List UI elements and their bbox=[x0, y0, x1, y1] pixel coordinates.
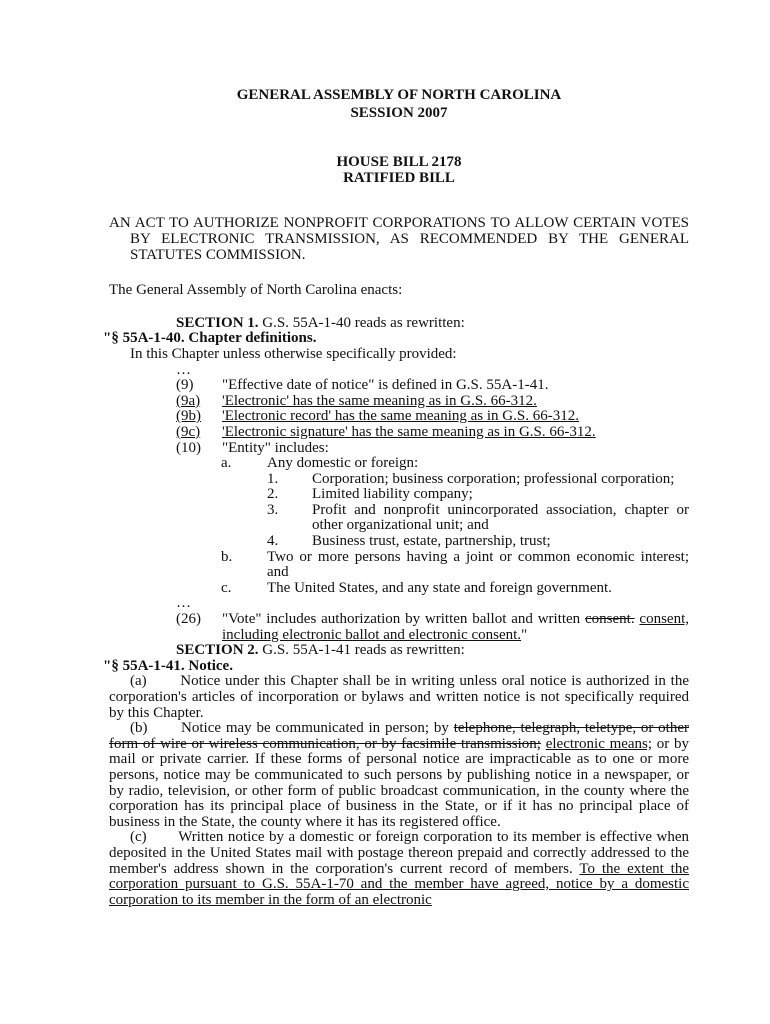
entity-text: The United States, and any state and foreign government. bbox=[267, 579, 612, 596]
ellipsis: … bbox=[176, 595, 191, 612]
entity-sublist bbox=[109, 456, 689, 472]
entity-sublist-b-c bbox=[109, 550, 689, 597]
definition-item bbox=[176, 441, 689, 457]
definition-item bbox=[176, 425, 689, 441]
entity-item-a bbox=[221, 456, 689, 472]
vote-text: "Vote" includes authorization by written ballot and written bbox=[222, 611, 586, 628]
entity-type-item bbox=[267, 487, 689, 503]
entity-text: Any domestic or foreign: bbox=[267, 455, 419, 472]
section-1-intro bbox=[109, 316, 689, 332]
entity-type-text: Profit and nonprofit unincorporated association, chapter or other organizational unit; and bbox=[312, 501, 689, 534]
entity-letter: c. bbox=[221, 579, 232, 596]
struck-text: telephone, telegraph, teletype, or other form of wire or wireless communication, or by facsimile transmission; bbox=[109, 720, 690, 752]
definition-number: (26) bbox=[176, 611, 201, 628]
entity-type-number: 3. bbox=[267, 501, 279, 518]
subsection-b bbox=[109, 721, 689, 830]
vote-definition bbox=[109, 612, 689, 643]
subsection-text: Notice may be communicated in person; by bbox=[181, 720, 454, 737]
document-page bbox=[103, 87, 690, 908]
entity-type-text: Corporation; business corporation; professional corporation; bbox=[312, 470, 675, 487]
entity-type-text: Business trust, estate, partnership, trust; bbox=[312, 533, 551, 550]
definition-number: (10) bbox=[176, 439, 201, 456]
section-2-heading: "§ 55A-1-41. Notice. bbox=[103, 657, 233, 674]
section-1-text: G.S. 55A-1-40 reads as rewritten: bbox=[262, 314, 465, 331]
section-2-text: G.S. 55A-1-41 reads as rewritten: bbox=[262, 642, 465, 659]
session-heading: SESSION 2007 bbox=[350, 104, 448, 121]
entity-type-item bbox=[267, 534, 689, 550]
subsection-a bbox=[109, 674, 689, 721]
entity-type-list bbox=[109, 472, 689, 550]
act-title: AN ACT TO AUTHORIZE NONPROFIT CORPORATIONS TO ALLOW CERTAIN VOTES BY ELECTRONIC TRANSMISSION, AS RECOMMENDED BY THE GENERAL STATUTES COMMISSION. bbox=[109, 215, 689, 263]
added-text: To the extent the corporation pursuant to G.S. 55A-1-70 and the member have agreed, notice by a domestic corporation to its member in the form of an electronic bbox=[109, 860, 690, 908]
definition-number: (9c) bbox=[176, 423, 201, 440]
subsection-c bbox=[109, 830, 689, 908]
definition-item bbox=[176, 394, 689, 410]
subsection-label: (b) bbox=[130, 720, 148, 737]
definitions-list bbox=[109, 378, 689, 456]
subsection-label: (a) bbox=[130, 673, 147, 690]
definition-text: 'Electronic signature' has the same meaning as in G.S. 66-312. bbox=[222, 423, 596, 440]
ellipsis: … bbox=[176, 361, 191, 378]
bill-number: HOUSE BILL 2178 bbox=[336, 154, 462, 171]
entity-item-c bbox=[221, 581, 689, 597]
enacting-clause: The General Assembly of North Carolina enacts: bbox=[109, 282, 403, 299]
added-text: electronic means; bbox=[545, 735, 653, 752]
entity-type-text: Limited liability company; bbox=[312, 486, 473, 503]
section-1-heading: "§ 55A-1-40. Chapter definitions. bbox=[103, 330, 317, 347]
entity-type-item bbox=[267, 472, 689, 488]
section-1-definitions-intro: In this Chapter unless otherwise specifically provided: bbox=[130, 345, 457, 362]
definition-text: "Effective date of notice" is defined in G.S. 55A-1-41. bbox=[222, 377, 549, 394]
entity-type-number: 4. bbox=[267, 533, 279, 550]
entity-type-number: 1. bbox=[267, 470, 279, 487]
definition-text: 'Electronic record' has the same meaning as in G.S. 66-312. bbox=[222, 408, 579, 425]
definition-number: (9) bbox=[176, 377, 194, 394]
definition-number: (9b) bbox=[176, 408, 201, 425]
section-2-intro bbox=[109, 643, 689, 659]
entity-type-number: 2. bbox=[267, 486, 279, 503]
definition-text: "Entity" includes: bbox=[222, 439, 329, 456]
bill-status: RATIFIED BILL bbox=[343, 169, 455, 186]
closing-quote: " bbox=[521, 626, 528, 643]
entity-letter: b. bbox=[221, 548, 233, 565]
definition-item bbox=[176, 409, 689, 425]
struck-text: consent. bbox=[585, 611, 635, 628]
subsection-text-cont: or by mail or private carrier. If these forms of personal notice are impracticable as to one or more persons, notice may be communicated to such persons by publishing notice in a newspaper, or by radio, television, or other form of public broadcast communication, in the county where the corporation has its principal place of business in the State, or if it has no principal place of business in the State, the county where it has its registered office. bbox=[109, 735, 690, 830]
subsection-label: (c) bbox=[130, 829, 147, 846]
entity-item-b bbox=[221, 550, 689, 581]
definition-item bbox=[176, 378, 689, 394]
definition-text bbox=[222, 612, 689, 643]
subsection-text: Notice under this Chapter shall be in writing unless oral notice is authorized in the corporation's articles of incorporation or bylaws and written notice is not specifically required by this Chapter. bbox=[109, 673, 689, 721]
entity-type-item bbox=[267, 503, 689, 534]
section-1-label: SECTION 1. bbox=[176, 314, 259, 331]
entity-text: Two or more persons having a joint or common economic interest; and bbox=[267, 548, 689, 581]
definition-text: 'Electronic' has the same meaning as in G.S. 66-312. bbox=[222, 392, 537, 409]
section-2-label: SECTION 2. bbox=[176, 642, 259, 659]
added-text: consent, including electronic ballot and electronic consent. bbox=[222, 611, 689, 643]
assembly-heading: GENERAL ASSEMBLY OF NORTH CAROLINA bbox=[236, 87, 562, 103]
entity-letter: a. bbox=[221, 455, 232, 472]
definition-item bbox=[176, 612, 689, 643]
definition-number: (9a) bbox=[176, 392, 201, 409]
subsection-text: Written notice by a domestic or foreign corporation to its member is effective when deposited in the United States mail with postage thereon prepaid and correctly addressed to the member's address shown in the corporation's current record of members. bbox=[109, 829, 690, 877]
